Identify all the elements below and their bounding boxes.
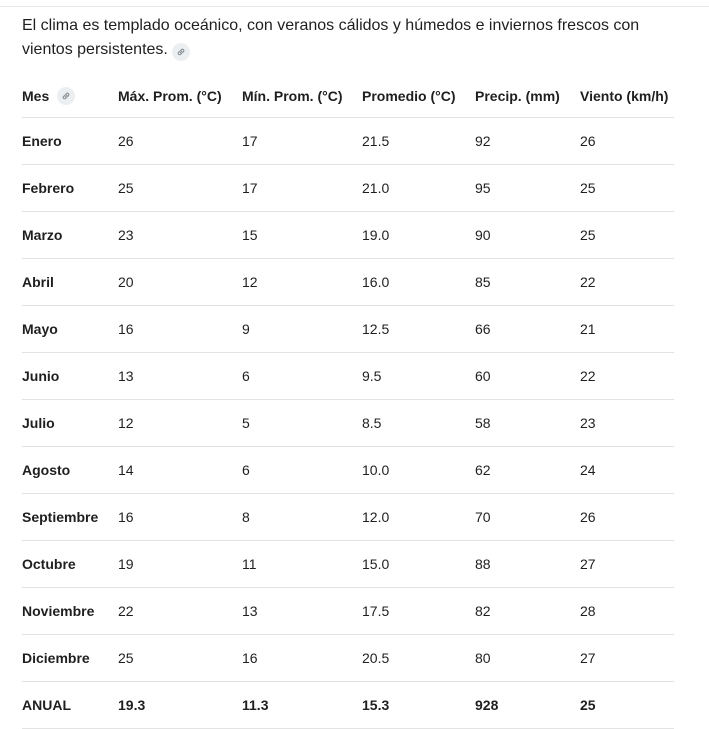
link-icon[interactable] <box>57 87 75 105</box>
precip-cell: 60 <box>475 353 580 400</box>
annual-min: 11.3 <box>242 682 362 729</box>
month-cell: Diciembre <box>22 635 118 682</box>
precip-cell: 82 <box>475 588 580 635</box>
max-cell: 16 <box>118 306 242 353</box>
annual-avg: 15.3 <box>362 682 475 729</box>
wind-cell: 23 <box>580 400 674 447</box>
wind-cell: 26 <box>580 118 674 165</box>
month-cell: Septiembre <box>22 494 118 541</box>
header-max: Máx. Prom. (°C) <box>118 75 242 118</box>
top-divider <box>0 6 709 7</box>
wind-cell: 22 <box>580 259 674 306</box>
precip-cell: 90 <box>475 212 580 259</box>
header-promedio: Promedio (°C) <box>362 75 475 118</box>
month-cell: Junio <box>22 353 118 400</box>
avg-cell: 9.5 <box>362 353 475 400</box>
wind-cell: 22 <box>580 353 674 400</box>
min-cell: 11 <box>242 541 362 588</box>
wind-cell: 25 <box>580 212 674 259</box>
table-row <box>22 353 674 400</box>
month-cell: Enero <box>22 118 118 165</box>
header-precip: Precip. (mm) <box>475 75 580 118</box>
annual-max: 19.3 <box>118 682 242 729</box>
table-row <box>22 400 674 447</box>
table-row <box>22 259 674 306</box>
avg-cell: 16.0 <box>362 259 475 306</box>
min-cell: 13 <box>242 588 362 635</box>
precip-cell: 92 <box>475 118 580 165</box>
precip-cell: 62 <box>475 447 580 494</box>
wind-cell: 28 <box>580 588 674 635</box>
annual-label: ANUAL <box>22 682 118 729</box>
avg-cell: 12.0 <box>362 494 475 541</box>
table-header-row <box>22 75 674 118</box>
header-viento: Viento (km/h) <box>580 75 674 118</box>
max-cell: 14 <box>118 447 242 494</box>
intro-paragraph <box>22 14 692 62</box>
min-cell: 8 <box>242 494 362 541</box>
precip-cell: 88 <box>475 541 580 588</box>
wind-cell: 21 <box>580 306 674 353</box>
table-row <box>22 494 674 541</box>
precip-cell: 66 <box>475 306 580 353</box>
annual-wind: 25 <box>580 682 674 729</box>
wind-cell: 24 <box>580 447 674 494</box>
min-cell: 9 <box>242 306 362 353</box>
header-mes <box>22 75 118 118</box>
intro-text: El clima es templado oceánico, con veranos cálidos y húmedos e inviernos frescos con vientos persistentes. <box>22 17 640 58</box>
avg-cell: 10.0 <box>362 447 475 494</box>
month-cell: Octubre <box>22 541 118 588</box>
avg-cell: 17.5 <box>362 588 475 635</box>
precip-cell: 95 <box>475 165 580 212</box>
wind-cell: 26 <box>580 494 674 541</box>
table-row <box>22 588 674 635</box>
wind-cell: 27 <box>580 635 674 682</box>
max-cell: 12 <box>118 400 242 447</box>
wind-cell: 27 <box>580 541 674 588</box>
table-row <box>22 541 674 588</box>
min-cell: 6 <box>242 447 362 494</box>
precip-cell: 80 <box>475 635 580 682</box>
precip-cell: 58 <box>475 400 580 447</box>
min-cell: 15 <box>242 212 362 259</box>
wind-cell: 25 <box>580 165 674 212</box>
max-cell: 16 <box>118 494 242 541</box>
table-row <box>22 447 674 494</box>
avg-cell: 20.5 <box>362 635 475 682</box>
max-cell: 25 <box>118 635 242 682</box>
avg-cell: 21.0 <box>362 165 475 212</box>
month-cell: Febrero <box>22 165 118 212</box>
max-cell: 19 <box>118 541 242 588</box>
month-cell: Noviembre <box>22 588 118 635</box>
avg-cell: 12.5 <box>362 306 475 353</box>
max-cell: 25 <box>118 165 242 212</box>
month-cell: Marzo <box>22 212 118 259</box>
max-cell: 23 <box>118 212 242 259</box>
min-cell: 12 <box>242 259 362 306</box>
avg-cell: 19.0 <box>362 212 475 259</box>
avg-cell: 15.0 <box>362 541 475 588</box>
table-row <box>22 118 674 165</box>
precip-cell: 85 <box>475 259 580 306</box>
min-cell: 5 <box>242 400 362 447</box>
month-cell: Mayo <box>22 306 118 353</box>
table-row <box>22 635 674 682</box>
max-cell: 13 <box>118 353 242 400</box>
table-row <box>22 165 674 212</box>
min-cell: 6 <box>242 353 362 400</box>
table-row <box>22 306 674 353</box>
table-row <box>22 212 674 259</box>
header-label: Mes <box>22 88 50 104</box>
min-cell: 16 <box>242 635 362 682</box>
min-cell: 17 <box>242 118 362 165</box>
header-min: Mín. Prom. (°C) <box>242 75 362 118</box>
max-cell: 20 <box>118 259 242 306</box>
max-cell: 22 <box>118 588 242 635</box>
max-cell: 26 <box>118 118 242 165</box>
month-cell: Agosto <box>22 447 118 494</box>
avg-cell: 8.5 <box>362 400 475 447</box>
precip-cell: 70 <box>475 494 580 541</box>
month-cell: Abril <box>22 259 118 306</box>
annual-row <box>22 682 674 729</box>
month-cell: Julio <box>22 400 118 447</box>
min-cell: 17 <box>242 165 362 212</box>
link-icon[interactable] <box>172 43 190 61</box>
annual-precip: 928 <box>475 682 580 729</box>
climate-table <box>22 75 674 729</box>
avg-cell: 21.5 <box>362 118 475 165</box>
